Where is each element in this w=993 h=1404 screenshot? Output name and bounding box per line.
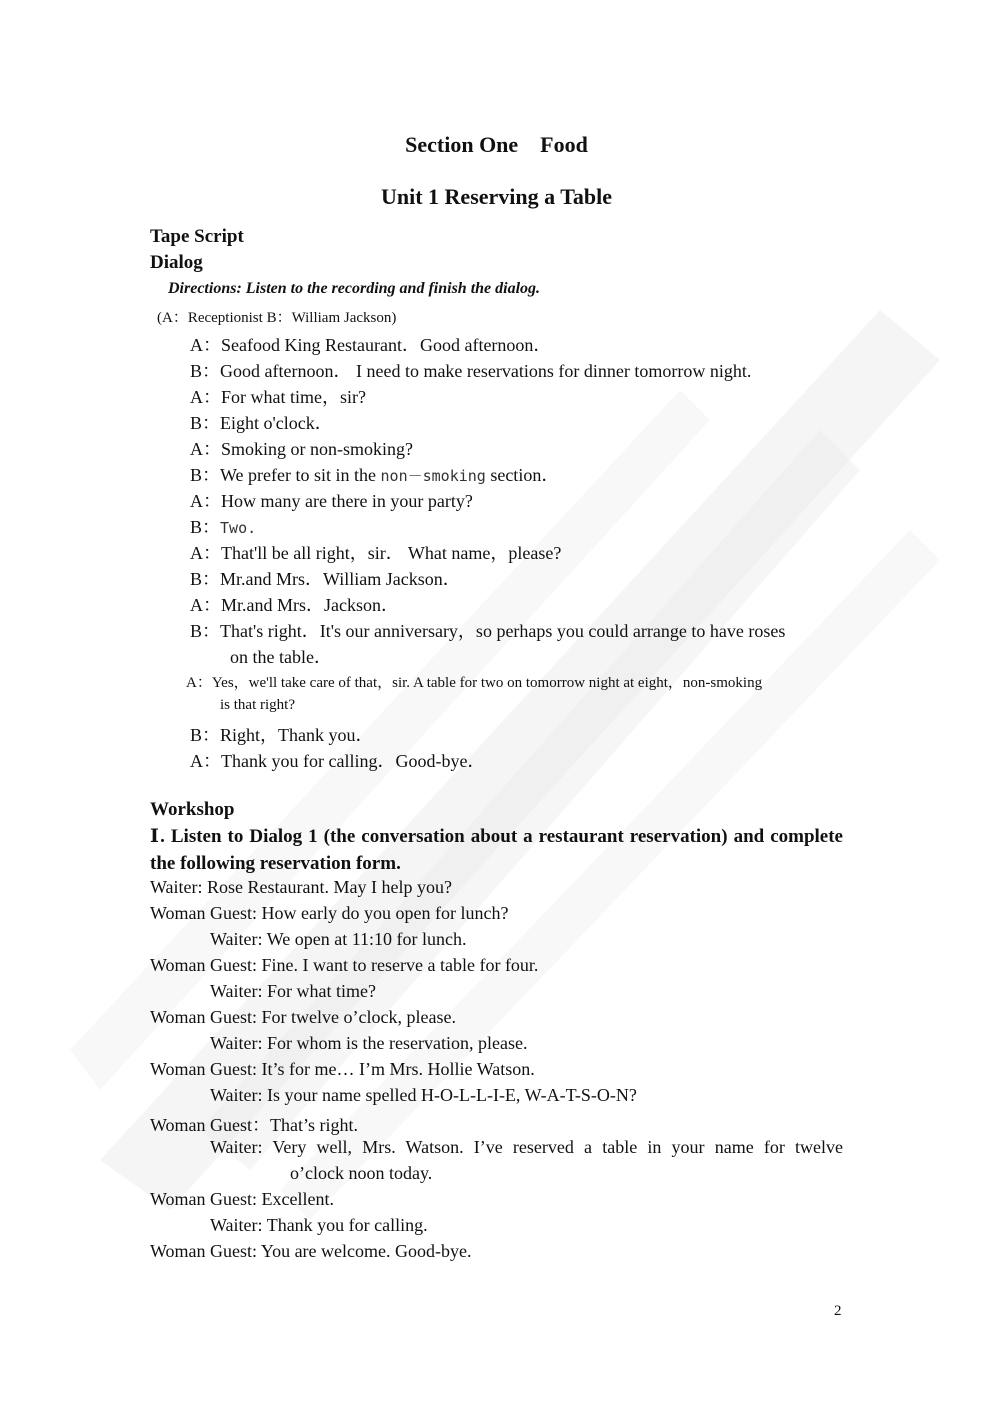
workshop-line: Woman Guest: It’s for me… I’m Mrs. Hollie Watson. bbox=[150, 1059, 535, 1079]
workshop-instruction: Ⅰ. Listen to Dialog 1 (the conversation about a restaurant reservation) and complete the following reservation form. bbox=[150, 826, 843, 874]
dialog-line: A：That'll be all right，sir． What name，please? bbox=[190, 543, 562, 563]
dialog-line bbox=[190, 461, 559, 487]
dialog-line: is that right? bbox=[220, 697, 295, 713]
dialog-line-prefix: B： bbox=[190, 517, 221, 537]
workshop-line: Waiter: We open at 11:10 for lunch. bbox=[210, 929, 467, 949]
workshop-line: Waiter: Rose Restaurant. May I help you? bbox=[150, 877, 452, 897]
workshop-line: Woman Guest: Fine. I want to reserve a table for four. bbox=[150, 955, 539, 975]
dialog-line bbox=[190, 513, 256, 539]
workshop-line: Waiter: Is your name spelled H-O-L-L-I-E, W-A-T-S-O-N? bbox=[210, 1085, 637, 1105]
dialog-line: A：Thank you for calling．Good-bye． bbox=[190, 751, 486, 771]
dialog-line-mono: Two. bbox=[220, 519, 257, 537]
dialog-line: A：How many are there in your party? bbox=[190, 491, 473, 511]
workshop-line: Waiter: Very well, Mrs. Watson. I’ve reserved a table in your name for twelve bbox=[210, 1137, 843, 1157]
dialog-line: A：Seafood King Restaurant．Good afternoon． bbox=[190, 335, 552, 355]
workshop-line: Woman Guest：That’s right. bbox=[150, 1115, 359, 1135]
dialog-line: B：That's right．It's our anniversary，so perhaps you could arrange to have roses bbox=[190, 621, 786, 641]
workshop-line: Woman Guest: How early do you open for lunch? bbox=[150, 903, 509, 923]
workshop-label: Workshop bbox=[150, 799, 235, 820]
dialog-line: B：Good afternoon． I need to make reservations for dinner tomorrow night. bbox=[190, 361, 752, 381]
workshop-line: Waiter: For whom is the reservation, please. bbox=[210, 1033, 528, 1053]
unit-title: Unit 1 Reserving a Table bbox=[380, 184, 613, 209]
dialog-line: A：Yes，we'll take care of that，sir. A table for two on tomorrow night at eight，non-smoking bbox=[186, 675, 763, 691]
tape-script-label: Tape Script bbox=[150, 226, 244, 247]
roles-line: (A：Receptionist B：William Jackson) bbox=[157, 310, 397, 326]
workshop-line: Woman Guest: For twelve o’clock, please. bbox=[150, 1007, 456, 1027]
dialog-line: B：Mr.and Mrs．William Jackson． bbox=[190, 569, 461, 589]
workshop-line: Waiter: For what time? bbox=[210, 981, 376, 1001]
dialog-line-suffix: section． bbox=[485, 465, 560, 485]
dialog-line: A：Mr.and Mrs．Jackson． bbox=[190, 595, 399, 615]
dialog-label: Dialog bbox=[150, 252, 203, 273]
dialog-line: B：Eight o'clock． bbox=[190, 413, 333, 433]
workshop-line: Woman Guest: Excellent. bbox=[150, 1189, 334, 1209]
dialog-line: A：Smoking or non-smoking? bbox=[190, 439, 413, 459]
dialog-line: A：For what time，sir? bbox=[190, 387, 366, 407]
section-title: Section One Food bbox=[405, 132, 588, 157]
dialog-line: on the table． bbox=[230, 647, 332, 667]
workshop-line: Woman Guest: You are welcome. Good-bye. bbox=[150, 1241, 472, 1261]
page-number: 2 bbox=[834, 1303, 842, 1319]
workshop-line: Waiter: Thank you for calling. bbox=[210, 1215, 428, 1235]
dialog-line-mono: non－smoking bbox=[380, 467, 486, 485]
dialog-line-prefix: B：We prefer to sit in the bbox=[190, 465, 381, 485]
workshop-line: o’clock noon today. bbox=[290, 1163, 433, 1183]
directions-text: Directions: Listen to the recording and finish the dialog. bbox=[168, 280, 541, 297]
dialog-line: B：Right，Thank you． bbox=[190, 725, 374, 745]
